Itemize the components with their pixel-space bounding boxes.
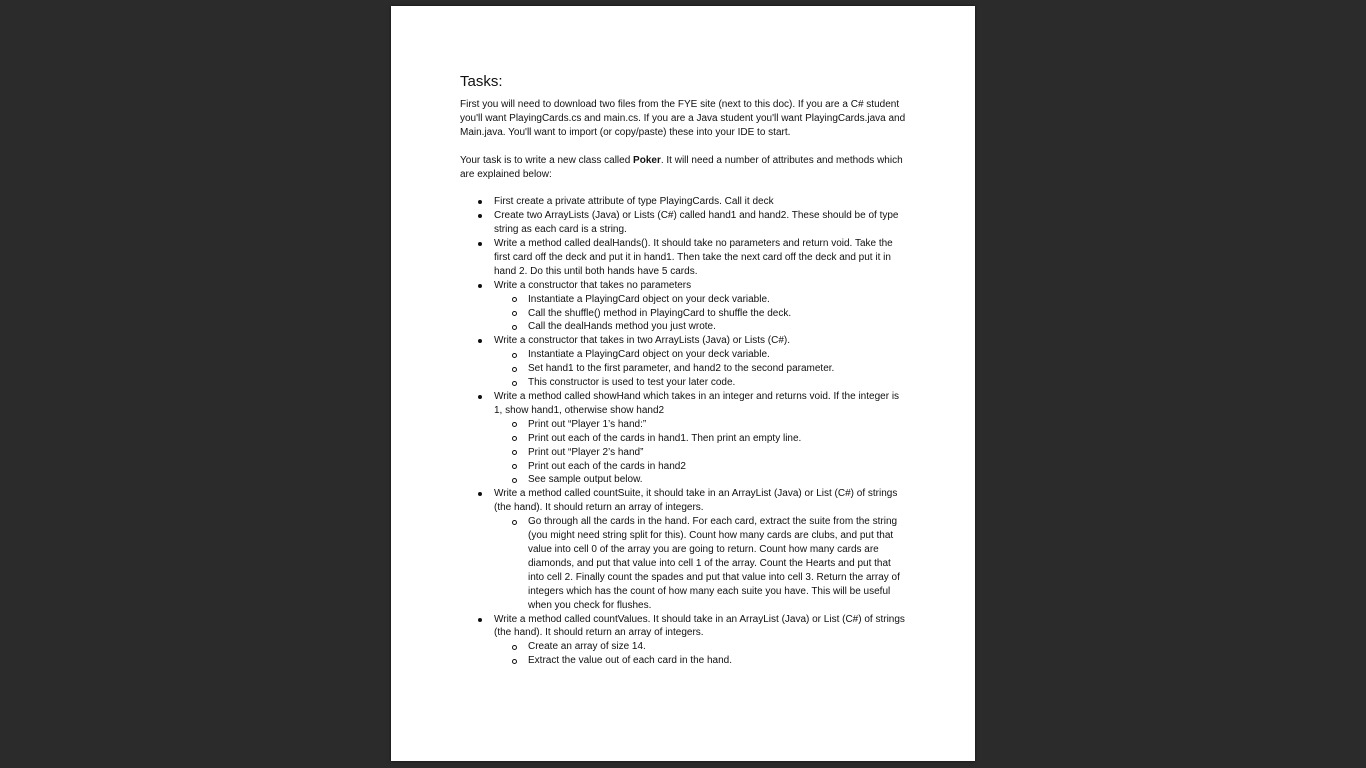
- page-title: Tasks:: [460, 73, 503, 90]
- bullet-icon: [478, 284, 482, 288]
- bullet-icon: [478, 214, 482, 218]
- sub-list: [494, 418, 908, 488]
- hollow-bullet-icon: [512, 478, 517, 483]
- sub-list-item: [528, 307, 908, 321]
- list-item: [494, 209, 908, 237]
- list-item: [494, 487, 908, 612]
- sub-list-item-text: Set hand1 to the first parameter, and hand2 to the second parameter.: [528, 363, 835, 375]
- list-item: [494, 237, 908, 279]
- task-paragraph: [460, 154, 908, 182]
- task-text-start: Your task is to write a new class called: [460, 154, 634, 166]
- sub-list-item-text: Call the shuffle() method in PlayingCard to shuffle the deck.: [528, 307, 792, 319]
- list-item-text: Write a constructor that takes no parameters: [494, 279, 692, 291]
- sub-list: [494, 348, 908, 390]
- list-item: [494, 613, 908, 669]
- hollow-bullet-icon: [512, 450, 517, 455]
- sub-list-item: [528, 362, 908, 376]
- list-item-text: First create a private attribute of type PlayingCards. Call it deck: [494, 196, 774, 208]
- document-page: [391, 6, 975, 761]
- task-list: [460, 195, 908, 668]
- hollow-bullet-icon: [512, 645, 517, 650]
- sub-list-item-text: This constructor is used to test your later code.: [528, 377, 736, 389]
- sub-list-item-text: Print out each of the cards in hand1. Then print an empty line.: [528, 432, 802, 444]
- sub-list-item: [528, 348, 908, 362]
- sub-list-item: [528, 515, 908, 612]
- sub-list-item-text: Go through all the cards in the hand. For each card, extract the suite from the string (you might need string split for this). Count how many cards are clubs, and put that value into cell 0 of the array you are going to return. Count how many cards are diamonds, and put that value into cell 1 of the array. Count the Hearts and put that into cell 2. Finally count the spades and put that value into cell 3. Return the array of integers which has the count of how many each suite you have. This will be useful when you check for flushes.: [528, 516, 900, 611]
- sub-list-item-text: Instantiate a PlayingCard object on your deck variable.: [528, 293, 770, 305]
- list-item: [494, 334, 908, 390]
- task-text-end: . It will need a number of attributes and methods which are explained below:: [460, 154, 903, 180]
- hollow-bullet-icon: [512, 367, 517, 372]
- sub-list-item: [528, 640, 908, 654]
- list-item-text: Write a method called countSuite, it should take in an ArrayList (Java) or List (C#) of strings (the hand). It should return an array of integers.: [494, 488, 898, 514]
- sub-list-item-text: Call the dealHands method you just wrote.: [528, 321, 716, 333]
- list-item-text: Write a method called dealHands(). It should take no parameters and return void. Take the first card off the deck and put it in hand1. Then take the next card off the deck and put it in hand 2. Do this until both hands have 5 cards.: [494, 238, 893, 277]
- sub-list-item-text: See sample output below.: [528, 474, 643, 486]
- hollow-bullet-icon: [512, 436, 517, 441]
- list-item-text: Write a method called showHand which takes in an integer and returns void. If the integer is 1, show hand1, otherwise show hand2: [494, 391, 900, 416]
- bullet-icon: [478, 242, 482, 246]
- bullet-icon: [478, 618, 482, 622]
- intro-paragraph: First you will need to download two files from the FYE site (next to this doc). If you are a C# student you'll want PlayingCards.cs and main.cs. If you are a Java student you'll want PlayingCards.java and Main.java. You'll want to import (or copy/paste) these into your IDE to start.: [460, 99, 906, 138]
- sub-list-item-text: Create an array of size 14.: [528, 641, 646, 653]
- sub-list-item: [528, 418, 908, 432]
- sub-list-item-text: Extract the value out of each card in the hand.: [528, 655, 733, 667]
- hollow-bullet-icon: [512, 353, 517, 358]
- hollow-bullet-icon: [512, 464, 517, 469]
- hollow-bullet-icon: [512, 381, 517, 386]
- hollow-bullet-icon: [512, 325, 517, 330]
- sub-list: [494, 293, 908, 335]
- list-item-text: Create two ArrayLists (Java) or Lists (C#) called hand1 and hand2. These should be of type string as each card is a string.: [494, 210, 899, 236]
- sub-list-item: [528, 446, 908, 460]
- sub-list-item: [528, 376, 908, 390]
- sub-list-item-text: Print out “Player 2’s hand”: [528, 446, 644, 458]
- sub-list-item: [528, 654, 908, 668]
- hollow-bullet-icon: [512, 659, 517, 664]
- hollow-bullet-icon: [512, 311, 517, 316]
- bullet-icon: [478, 339, 482, 343]
- sub-list-item: [528, 320, 908, 334]
- sub-list-item: [528, 473, 908, 487]
- bullet-icon: [478, 395, 482, 399]
- sub-list-item-text: Print out each of the cards in hand2: [528, 460, 686, 472]
- sub-list: [494, 640, 908, 668]
- hollow-bullet-icon: [512, 422, 517, 427]
- list-item: [494, 195, 908, 209]
- class-name-bold: Poker: [633, 154, 661, 166]
- bullet-icon: [478, 492, 482, 496]
- sub-list-item-text: Print out “Player 1’s hand:”: [528, 418, 647, 430]
- sub-list: [494, 515, 908, 612]
- list-item-text: Write a method called countValues. It should take in an ArrayList (Java) or List (C#) of strings (the hand). It should return an array of integers.: [494, 613, 905, 639]
- hollow-bullet-icon: [512, 297, 517, 302]
- list-item: [494, 390, 908, 487]
- list-item-text: Write a constructor that takes in two ArrayLists (Java) or Lists (C#).: [494, 335, 791, 347]
- bullet-icon: [478, 200, 482, 204]
- document-content: [460, 72, 908, 668]
- sub-list-item: [528, 432, 908, 446]
- sub-list-item-text: Instantiate a PlayingCard object on your deck variable.: [528, 349, 770, 361]
- hollow-bullet-icon: [512, 520, 517, 525]
- list-item: [494, 279, 908, 335]
- sub-list-item: [528, 460, 908, 474]
- sub-list-item: [528, 293, 908, 307]
